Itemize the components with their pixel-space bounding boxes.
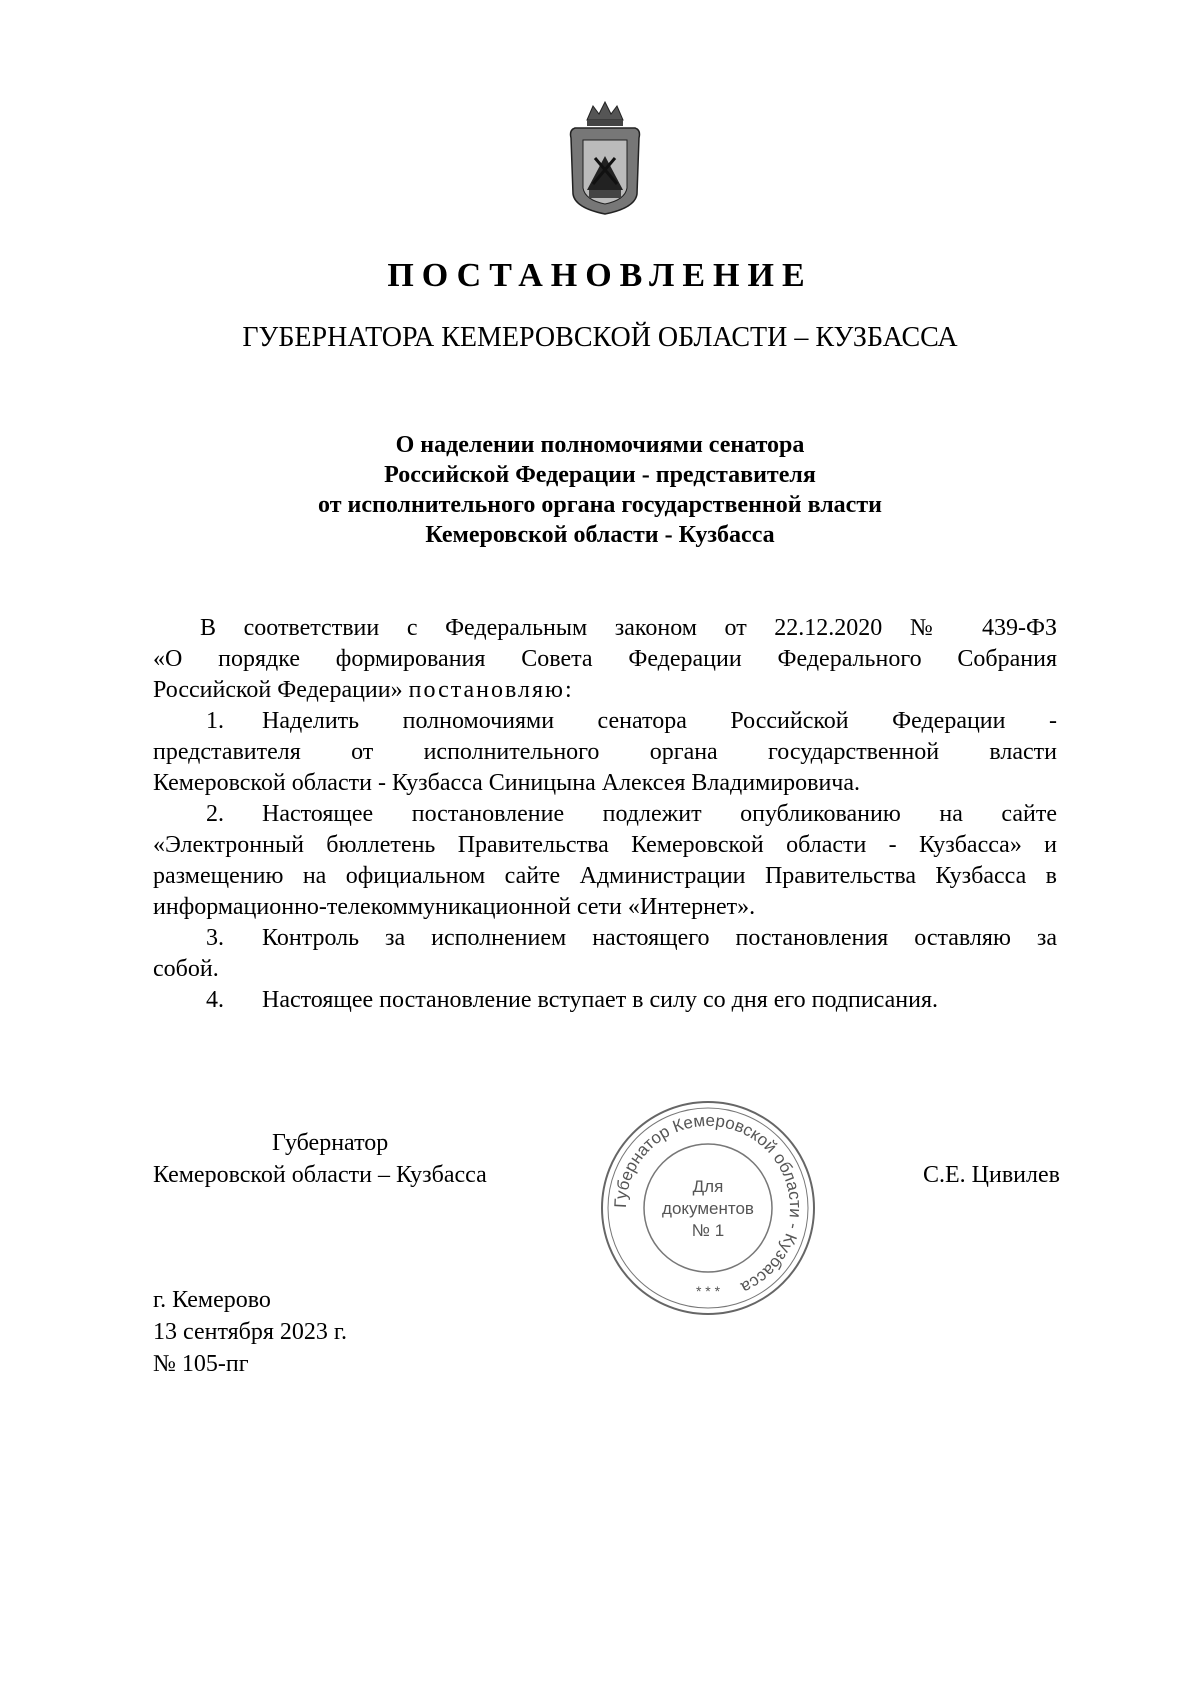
item-line: Кемеровской области - Кузбасса Синицына Алексея Владимировича. (153, 770, 861, 796)
item-line: информационно-телекоммуникационной сети «Интернет». (153, 894, 756, 920)
item-line: Настоящее постановление вступает в силу со дня его подписания. (262, 987, 939, 1013)
preamble-line: «О порядке формирования Совета Федерации Федерального Собрания (153, 646, 1057, 672)
document-type-title: ПОСТАНОВЛЕНИЕ (387, 257, 813, 294)
item-number: 4. (206, 987, 224, 1013)
signatory-title: Кемеровской области – Кузбасса (153, 1162, 487, 1188)
item-line: «Электронный бюллетень Правительства Кемеровской области - Кузбасса» и (153, 832, 1057, 858)
subject-line: Российской Федерации - представителя (384, 462, 816, 488)
item-line: Наделить полномочиями сенатора Российской Федерации - (262, 708, 1057, 734)
item-line: собой. (153, 956, 219, 982)
item-number: 3. (206, 925, 224, 951)
item-number: 1. (206, 708, 224, 734)
item-line: размещению на официальном сайте Администрации Правительства Кузбасса в (153, 863, 1057, 889)
item-number: 2. (206, 801, 224, 827)
official-stamp (594, 1098, 822, 1318)
subject-line: О наделении полномочиями сенатора (395, 432, 805, 458)
document-date: 13 сентября 2023 г. (153, 1319, 348, 1345)
document-subject (150, 430, 1050, 550)
stamp-center-text: № 1 (691, 1221, 725, 1240)
preamble-line (153, 676, 1057, 704)
signatory-title: Губернатор (272, 1130, 389, 1156)
stamp-center-text: документов (662, 1199, 754, 1218)
coat-of-arms-icon (565, 98, 645, 216)
stamp-ring-text: Губернатор Кемеровской области - Кузбасса (610, 1110, 806, 1298)
document-number: № 105-пг (153, 1351, 249, 1377)
document-place: г. Кемерово (153, 1287, 271, 1313)
item-line: Контроль за исполнением настоящего постановления оставляю за (262, 925, 1057, 951)
subject-line: Кемеровской области - Кузбасса (425, 522, 775, 548)
preamble-text: Российской Федерации» (153, 677, 403, 703)
preamble-line: В соответствии с Федеральным законом от 22.12.2020 № 439-ФЗ (200, 615, 1057, 641)
preamble-verb: постановляю: (408, 677, 574, 703)
subject-line: от исполнительного органа государственной власти (318, 492, 882, 518)
item-line: представителя от исполнительного органа государственной власти (153, 739, 1057, 765)
stamp-center-text: Для (692, 1177, 724, 1196)
stamp-stars: * * * (695, 1283, 721, 1299)
issuer-title: ГУБЕРНАТОРА КЕМЕРОВСКОЙ ОБЛАСТИ – КУЗБАССА (242, 322, 958, 353)
item-line: Настоящее постановление подлежит опубликованию на сайте (262, 801, 1057, 827)
signatory-name: С.Е. Цивилев (923, 1162, 1060, 1188)
